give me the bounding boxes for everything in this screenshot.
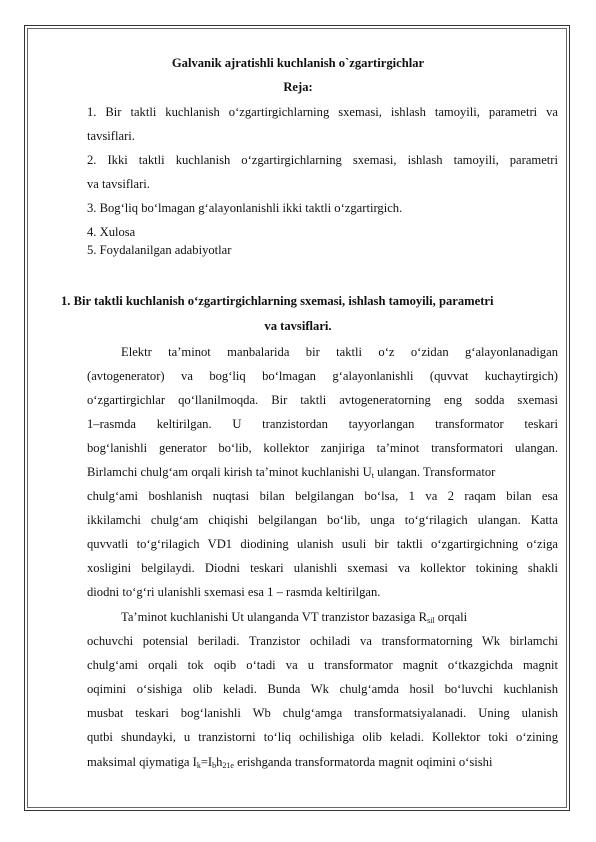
- paragraph-2-line-1: [121, 609, 558, 625]
- paragraph-2-line-3: chulg‘ami orqali tok oqib o‘tadi va u transformator magnit o‘tkazgichda magnit: [87, 658, 558, 672]
- paragraph-2-line-7-end: erishganda transformatorda magnit oqimini o‘sishi: [233, 755, 493, 769]
- paragraph-1-line-4: 1–rasmda keltirilgan. U tranzistordan tayyorlangan transformator teskari: [87, 417, 558, 431]
- paragraph-1-line-9: quvvatli to‘g‘rilagich VD1 diodining ulanish usuli bir taktli o‘zgartirgichning o‘ziga: [87, 537, 558, 551]
- formula-h: h: [216, 755, 223, 769]
- plan-item-1-line-1: 1. Bir taktli kuchlanish o‘zgartirgichlarning sxemasi, ishlash tamoyili, parametri va: [87, 105, 558, 119]
- plan-heading: Reja:: [283, 80, 313, 94]
- paragraph-1-line-1: Elektr ta’minot manbalarida bir taktli o‘z o‘zidan g‘alayonlanadigan: [121, 345, 558, 359]
- section-heading-line-1: 1. Bir taktli kuchlanish o‘zgartirgichlarning sxemasi, ishlash tamoyili, parametri: [61, 294, 494, 308]
- plan-item-2-line-2: va tavsiflari.: [87, 177, 150, 191]
- paragraph-2-line-1-end: orqali: [434, 610, 468, 624]
- paragraph-2-line-4: oqimini o‘sishiga olib keladi. Bunda Wk chulg‘amda hosil bo‘luvchi kuchlanish: [87, 682, 558, 696]
- paragraph-1-line-8: ikkilamchi chulg‘am chiqishi belgilangan bo‘lib, unga to‘g‘rilagich ulangan. Katta: [87, 513, 558, 527]
- plan-item-1-line-2: tavsiflari.: [87, 129, 135, 143]
- plan-item-5: 5. Foydalanilgan adabiyotlar: [87, 243, 232, 257]
- paragraph-1-line-10: xosligini belgilaydi. Diodni teskari ulanishli sxemasi va kollektor tokining shakli: [87, 561, 558, 575]
- paragraph-2-line-6: qutbi shundayki, u tranzistorni to‘liq ochilishiga olib keladi. Kollektor toki o‘zining: [87, 730, 558, 744]
- subscript-b: b: [212, 761, 217, 770]
- subscript-sil: sil: [427, 616, 435, 625]
- document-title: Galvanik ajratishli kuchlanish o`zgartirgichlar: [171, 56, 425, 70]
- paragraph-2-line-7: [87, 754, 492, 770]
- section-heading-line-2: va tavsiflari.: [264, 319, 332, 333]
- paragraph-1-line-7: chulg‘ami boshlanish nuqtasi bilan belgilangan bo‘lsa, 1 va 2 raqam bilan esa: [87, 489, 558, 503]
- paragraph-2-line-7-start: maksimal qiymatiga I: [87, 755, 197, 769]
- subscript-21e: 21e: [222, 761, 234, 770]
- paragraph-1-line-3: o‘zgartirgichlar qo‘llanilmoqda. Bir taktli avtogeneratorning eng sodda sxemasi: [87, 393, 558, 407]
- subscript-t: t: [371, 471, 374, 480]
- plan-item-2-line-1: 2. Ikki taktli kuchlanish o‘zgartirgichlarning sxemasi, ishlash tamoyili, parametri: [87, 153, 558, 167]
- paragraph-1-line-6-end: ulangan. Transformator: [373, 465, 496, 479]
- paragraph-1-line-5: bog‘lanishli generator bo‘lib, kollektor zanjiriga ta’minot transformatori ulangan.: [87, 441, 558, 455]
- paragraph-1-line-6: [87, 464, 558, 480]
- subscript-k: k: [196, 761, 201, 770]
- paragraph-2-line-1-start: Ta’minot kuchlanishi Ut ulanganda VT tranzistor bazasiga R: [121, 610, 428, 624]
- paragraph-1-line-11: diodni to‘g‘ri ulanishli sxemasi esa 1 – rasmda keltirilgan.: [87, 585, 381, 599]
- formula-equals-i: =I: [200, 755, 213, 769]
- paragraph-1-line-6-start: Birlamchi chulg‘am orqali kirish ta’minot kuchlanishi U: [87, 465, 372, 479]
- paragraph-2-line-2: ochuvchi potensial beriladi. Tranzistor ochiladi va transformatorning Wk birlamchi: [87, 634, 558, 648]
- plan-item-3: 3. Bog‘liq bo‘lmagan g‘alayonlanishli ikki taktli o‘zgartirgich.: [87, 201, 403, 215]
- paragraph-1-line-2: (avtogenerator) va bog‘liq bo‘lmagan g‘alayonlanishli (quvvat kuchaytirgich): [87, 369, 558, 383]
- paragraph-2-line-5: musbat teskari bog‘lanishli Wb chulg‘amga transformatsiyalanadi. Uning ulanish: [87, 706, 558, 720]
- plan-item-4: 4. Xulosa: [87, 225, 136, 239]
